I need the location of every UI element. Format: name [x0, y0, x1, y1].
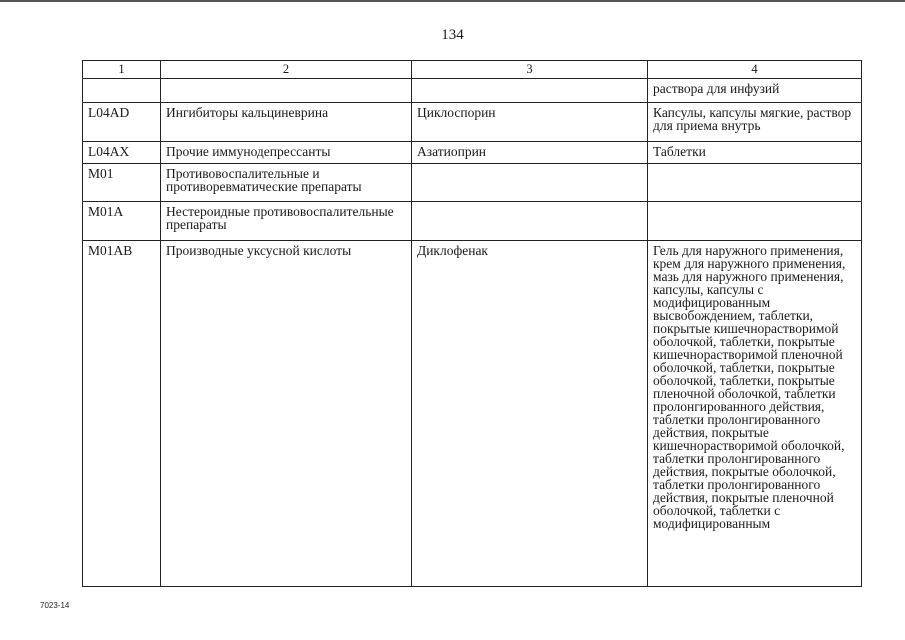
atc-code-cell: M01AB [83, 241, 161, 587]
column-number-3: 3 [412, 61, 648, 79]
table-row [83, 103, 862, 142]
page-top-edge [0, 0, 905, 2]
drug-group-cell: Производные уксусной кислоты [161, 241, 412, 587]
atc-code-cell: L04AX [83, 142, 161, 164]
dosage-forms-cell: Гель для наружного применения, крем для наружного применения, мазь для наружного применения, капсулы, капсулы с модифицированным высвобождением, таблетки, покрытые кишечнорастворимой оболочкой, таблетки, покрытые кишечнорастворимой пленочной оболочкой, таблетки, покрытые оболочкой, таблетки, покрытые пленочной оболочкой, таблетки пролонгированного действия, таблетки пролонгированного действия, покрытые кишечнорастворимой оболочкой, таблетки пролонгированного действия, покрытые оболочкой, таблетки пролонгированного действия, покрытые пленочной оболочкой, таблетки с модифицированным [648, 241, 862, 587]
dosage-forms-cell [648, 202, 862, 241]
dosage-forms-cell: Таблетки [648, 142, 862, 164]
dosage-forms-cell [648, 164, 862, 202]
drug-register-table [82, 60, 862, 587]
dosage-forms-cell: Капсулы, капсулы мягкие, раствор для приема внутрь [648, 103, 862, 142]
drug-group-cell: Прочие иммунодепрессанты [161, 142, 412, 164]
page-number: 134 [441, 27, 464, 43]
table-row [83, 164, 862, 202]
atc-code-cell [83, 79, 161, 103]
atc-code-cell: L04AD [83, 103, 161, 142]
table-row [83, 79, 862, 103]
table-row [83, 241, 862, 587]
table-row [83, 142, 862, 164]
column-number-1: 1 [83, 61, 161, 79]
drug-group-cell: Нестероидные противовоспалительные препараты [161, 202, 412, 241]
drug-name-cell [412, 202, 648, 241]
atc-code-cell: M01A [83, 202, 161, 241]
drug-name-cell [412, 164, 648, 202]
table-header-row [83, 61, 862, 79]
drug-group-cell [161, 79, 412, 103]
drug-group-cell: Противовоспалительные и противоревматические препараты [161, 164, 412, 202]
column-number-2: 2 [161, 61, 412, 79]
document-footer-code: 7023-14 [40, 601, 70, 610]
drug-name-cell: Диклофенак [412, 241, 648, 587]
drug-name-cell: Циклоспорин [412, 103, 648, 142]
drug-name-cell: Азатиоприн [412, 142, 648, 164]
dosage-forms-cell: раствора для инфузий [648, 79, 862, 103]
table-row [83, 202, 862, 241]
column-number-4: 4 [648, 61, 862, 79]
atc-code-cell: M01 [83, 164, 161, 202]
drug-name-cell [412, 79, 648, 103]
drug-group-cell: Ингибиторы кальциневрина [161, 103, 412, 142]
